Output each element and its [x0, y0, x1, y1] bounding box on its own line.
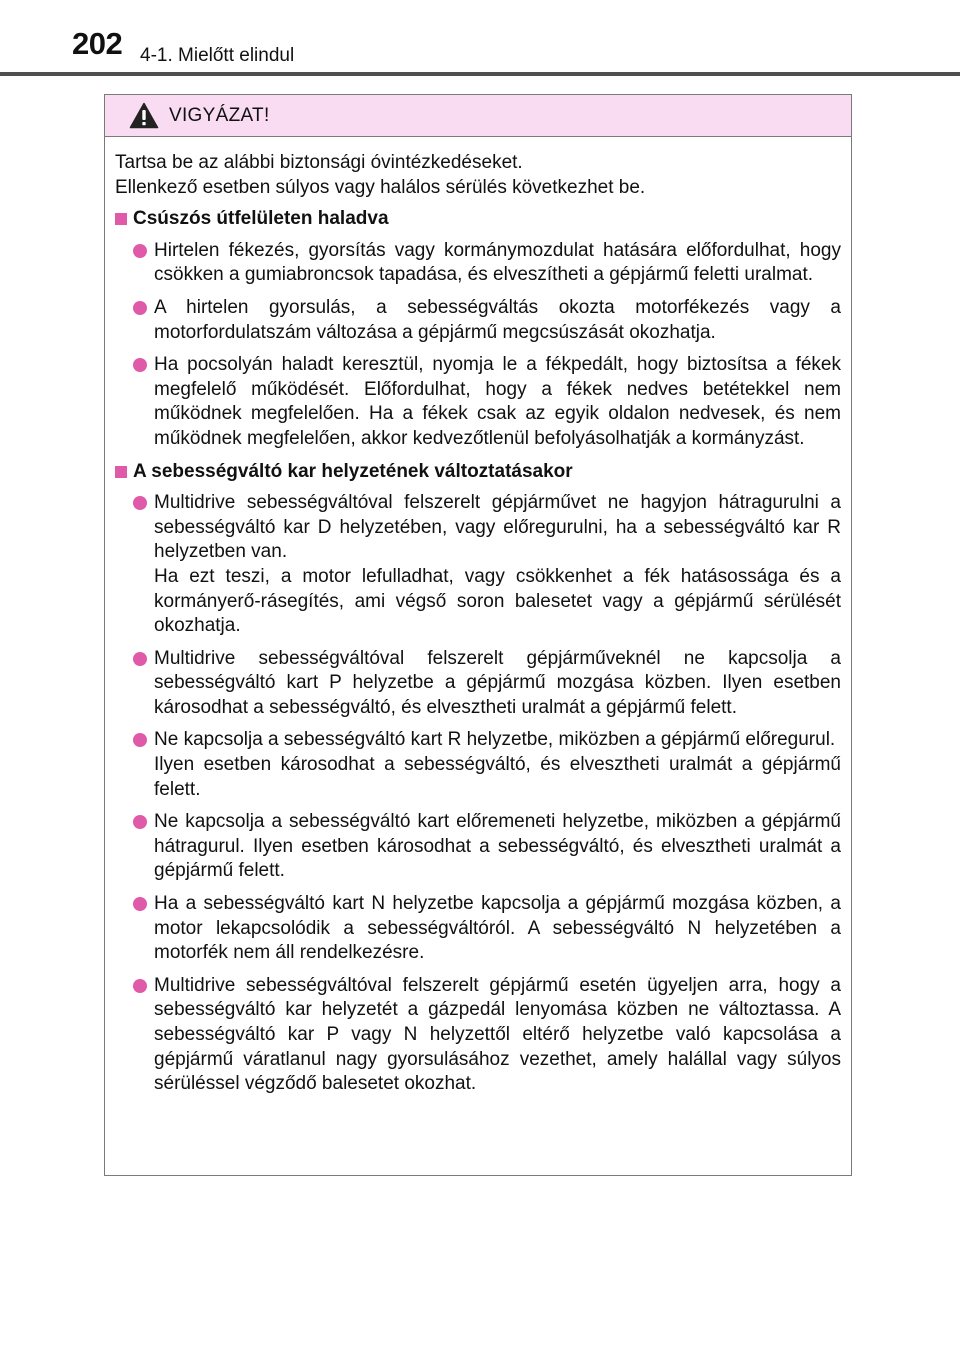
intro-line: Tartsa be az alábbi biztonsági óvintézkedéseket. [115, 152, 523, 173]
item-text: Ne kapcsolja a sebességváltó kart R helyzetbe, miközben a gépjármű előregurul. [154, 729, 836, 751]
round-bullet-icon [133, 652, 147, 666]
list-item [115, 296, 841, 345]
list-item [115, 491, 841, 639]
square-bullet-icon [115, 466, 127, 478]
section-title: 4-1. Mielőtt elindul [140, 45, 295, 66]
round-bullet-icon [133, 301, 147, 315]
item-text: Ne kapcsolja a sebességváltó kart előremeneti helyzetbe, miközben a gépjármű hátragurul. Ilyen esetben károsodhat a sebességváltó, és elvesztheti uralmát a gépjármű felett. [154, 811, 841, 882]
item-text: Hirtelen fékezés, gyorsítás vagy kormánymozdulat hatására előfordulhat, hogy csökken a gumiabroncsok tapadása, és elveszítheti a gépjármű feletti uralmat. [154, 239, 841, 286]
round-bullet-icon [133, 244, 147, 258]
item-text: Multidrive sebességváltóval felszerelt gépjárműveknél ne kapcsolja a sebességváltó kart P helyzetbe a gépjármű mozgása közben. Ilyen esetben károsodhat a sebességváltó, és elvesztheti uralmát a gépjármű felett. [154, 647, 841, 718]
round-bullet-icon [133, 897, 147, 911]
caution-body [105, 137, 851, 1097]
item-text: Multidrive sebességváltóval felszerelt gépjárművet ne hagyjon hátragurulni a sebességváltó kar D helyzetében, vagy előregurulni, ha a sebességváltó kar R helyzetben van. [154, 492, 841, 563]
item-text: A hirtelen gyorsulás, a sebességváltás okozta motorfékezés vagy a motorfordulatszám változása a gépjármű megcsúszását okozhatja. [154, 296, 841, 343]
round-bullet-icon [133, 496, 147, 510]
square-bullet-icon [115, 213, 127, 225]
caution-title: VIGYÁZAT! [169, 105, 270, 126]
round-bullet-icon [133, 815, 147, 829]
item-text: Ilyen esetben károsodhat a sebességváltó, és elvesztheti uralmát a gépjármű felett. [154, 754, 841, 800]
list-item [115, 239, 841, 288]
intro-line: Ellenkező esetben súlyos vagy halálos sérülés következhet be. [115, 176, 646, 198]
header-rule [0, 72, 960, 76]
list-item [115, 974, 841, 1097]
item-text: Ha pocsolyán haladt keresztül, nyomja le a fékpedált, hogy biztosítsa a fékek megfelelő működését. Előfordulhat, hogy a fékek nedves betétekkel nem működnek megfelelően. Ha a fékek csak az egyik oldalon nedvesek, és nem működnek megfelelően, akkor kedvezőtlenül befolyásolhatják a kormányzást. [154, 354, 841, 449]
list-item [115, 892, 841, 966]
page-header [0, 0, 960, 80]
list-item [115, 353, 841, 451]
round-bullet-icon [133, 733, 147, 747]
item-text: Ha a sebességváltó kart N helyzetbe kapcsolja a gépjármű mozgása közben, a motor lekapcsolódik a sebességváltóról. A sebességváltó N helyzetében a motorfék nem áll rendelkezésre. [154, 893, 841, 964]
caution-intro [115, 151, 841, 200]
round-bullet-icon [133, 358, 147, 372]
list-item [115, 810, 841, 884]
page-number: 202 [72, 26, 123, 61]
section-heading-text: Csúszós útfelületen haladva [133, 208, 389, 230]
caution-box [104, 94, 852, 1176]
round-bullet-icon [133, 979, 147, 993]
section-heading-shift-lever [115, 460, 841, 485]
item-text: Ha ezt teszi, a motor lefulladhat, vagy csökkenhet a fék hatásossága és a kormányerő-rásegítés, ami végső soron balesetet vagy a gépjármű sérülését okozhatja. [154, 565, 841, 637]
item-text: Multidrive sebességváltóval felszerelt gépjármű esetén ügyeljen arra, hogy a sebességváltó kar helyzetét a gázpedál lenyomása közben ne változtassa. A sebességváltó kar P vagy N helyzettől eltérő helyzetbe való kapcsolása a gépjármű váratlanul nagy gyorsulásához vezethet, amely halállal vagy súlyos sérüléssel végződő balesetet okozhat. [154, 974, 841, 1095]
list-item [115, 647, 841, 721]
section-heading-text: A sebességváltó kar helyzetének változtatásakor [133, 460, 573, 482]
section-heading-slippery-road [115, 207, 841, 232]
list-item [115, 728, 841, 802]
caution-header [105, 95, 851, 137]
warning-triangle-icon [129, 102, 159, 129]
